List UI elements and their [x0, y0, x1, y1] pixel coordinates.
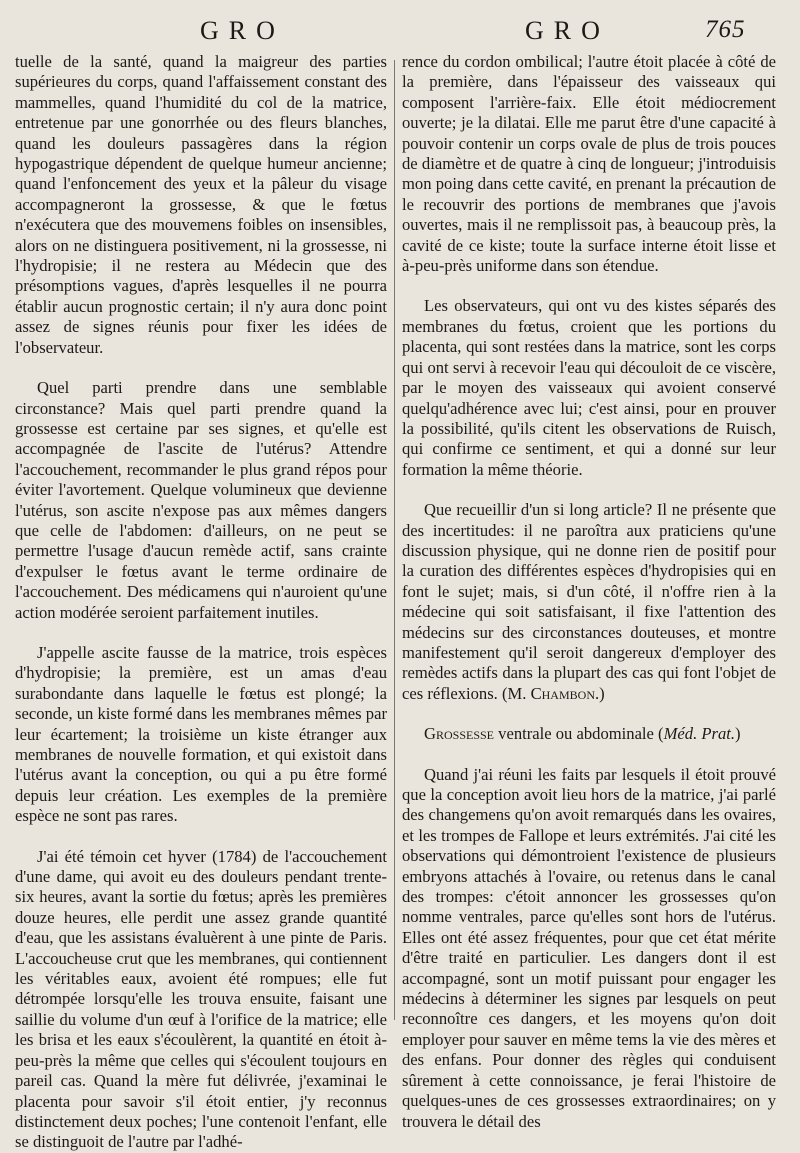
paragraph: Les observateurs, qui ont vu des kistes séparés des membranes du fœtus, croient que les portions du placenta, qui sont restées dans la matrice, sont les corps qui ont servi à recevoir l'eau qui découloit de ce viscère, par le moyen des vaisseaux qui avoient conservé quelqu'adhérence avec lui; c'est ainsi, pour en prouver la possibilité, qu'ils citent les observations de Ruisch, qui confirme ce sentiment, et qui a donné sur leur formation la même théorie. [402, 296, 776, 479]
paragraph: Quel parti prendre dans une semblable circonstance? Mais quel parti prendre quand la grossesse est certaine par ses signes, et qu'elle est accompagnée de l'ascite de l'utérus? Attendre l'accouchement, recommander le plus grand répos pour éviter l'avortement. Quelque volumineux que devienne l'utérus, son ascite n'expose pas aux mêmes dangers que celle de l'abdomen: d'ailleurs, on ne peut se permettre l'usage d'aucun remède actif, sans crainte d'expulser le fœtus avant le terme ordinaire de l'accouchement. Des médicamens qui n'auroient qu'une action modérée seroient parfaitement inutiles. [15, 378, 387, 622]
left-column [15, 52, 387, 1153]
article-heading [402, 724, 776, 744]
paragraph [402, 500, 776, 704]
page-number: 765 [705, 16, 746, 43]
heading-category: Méd. Prat. [663, 724, 736, 744]
paragraph: J'appelle ascite fausse de la matrice, trois espèces d'hydropisie; la première, est un amas d'eau surabondante dans laquelle le fœtus est plongé; la seconde, un kiste formé dans les membranes mêmes par leur écartement; la troisième un kiste étranger aux membranes de nouvelle formation, et qui existoit dans l'utérus avant la conception, ou qui a pu être formé depuis leur création. Les exemples de la première espèce ne sont pas rares. [15, 642, 387, 826]
paragraph-continuation: rence du cordon ombilical; l'autre étoit placée à côté de la première, dans l'épaisseur des vaisseaux qui composent l'arrière-faix. Elle étoit médiocrement ouverte; je la dilatai. Elle me parut être d'une capacité à pouvoir contenir un corps ovale de plus de trois pouces de diamètre et de quatre à cinq de longueur; j'introduisis mon poing dans cette cavité, en prenant la précaution de le recouvrir des portions de membranes que j'avois ouvertes, mais il ne remplissoit pas, à beaucoup près, la cavité de ce kiste; toute la surface interne étoit lisse et à-peu-près uniforme dans son étendue. [402, 52, 776, 276]
author-signature: (M. Chambon.) [502, 683, 605, 703]
running-head-right: GRO [525, 16, 610, 45]
running-head-left: GRO [200, 16, 285, 45]
paragraph: J'ai été témoin cet hyver (1784) de l'accouchement d'une dame, qui avoit eu des douleurs pendant trente-six heures, avant la sortie du fœtus; après les premières douze heures, elle perdit une assez grande quantité d'eau, que les assistans évaluèrent à une pinte de Paris. L'accoucheuse crut que les membranes, qui contiennent les véritables eaux, avoient été rompues; elle fut détrompée lorsqu'elle les trouva ensuite, faisant une saillie du volume d'un œuf à l'orifice de la matrice; elle les brisa et les eaux s'écoulèrent, la quantité en étoit à-peu-près la même que celles qui s'écoulent toujours en pareil cas. Quand la mère fut délivrée, j'examinai le placenta pour savoir s'il étoit entier, j'y reconnus distinctement deux poches; l'une contenoit l'enfant, elle se distinguoit de l'autre par l'adhé- [15, 846, 387, 1152]
column-divider [394, 60, 395, 1020]
paragraph-continuation: tuelle de la santé, quand la maigreur des parties supérieures du corps, quand l'affaissement constant des mammelles, quand l'humidité du col de la matrice, entretenue par une gonorrhée ou des fleurs blanches, quand les douleurs passagères dans la région hypogastrique dépendent de quelque humeur ancienne; quand l'enfoncement des yeux et la pâleur du visage accompagneront la grossesse, & que le fœtus n'exécutera que des mouvemens foibles on insensibles, alors on ne distinguera positivement, ni la grossesse, ni l'hydropisie; il ne restera au Médecin que des présomptions vagues, d'après lesquelles il ne pourra établir aucun prognostic certain; il n'y aura donc point assez de signes réunis pour fixer les idées de l'observateur. [15, 52, 387, 357]
heading-rest: ventrale ou abdominale ( [498, 724, 664, 744]
paragraph: Quand j'ai réuni les faits par lesquels il étoit prouvé que la conception avoit lieu hors de la matrice, j'ai parlé des changemens qu'on avoit remarqués dans les ovaires, et les trompes de Fallope et leurs extrémités. J'ai cité les observations qui démontroient l'existence de plusieurs embryons attachés à l'ovaire, ou retenus dans le canal des trompes: c'étoit annoncer les grossesses qu'on nomme ventrales, parce qu'elles sont hors de l'utérus. Elles ont été assez fréquentes, pour que cet état mérite d'être traité en particulier. Les dangers dont il est accompagné, sont un motif puissant pour engager les médecins à déterminer les signes par lesquels on peut reconnoître ces dangers, et les moyens qu'on doit employer pour sauver en même tems la vie des mères et des enfans. Pour donner des règles qui conduisent sûrement à cette connoissance, je ferai l'histoire de quelques-unes de ces grossesses extraordinaires; on y trouvera le détail des [402, 764, 776, 1131]
heading-title: Grossesse [424, 724, 495, 744]
paragraph-text: Que recueillir d'un si long article? Il ne présente que des incertitudes: il ne paroîtra aux praticiens qu'une discussion physique, qui ne donne rien de positif pour la curation des différentes espèces d'hydropisies qui en font le sujet; mais, si d'un côté, il n'offre rien à la médecine qui soit satisfaisant, il fixe l'attention des médecins sur des circonstances douteuses, et montre manifestement qu'il seroit dangereux d'employer des remèdes actifs dans la plupart des cas qui font l'objet de ces réflexions. [402, 500, 776, 703]
right-column [402, 52, 776, 1132]
heading-close: ) [735, 724, 741, 744]
